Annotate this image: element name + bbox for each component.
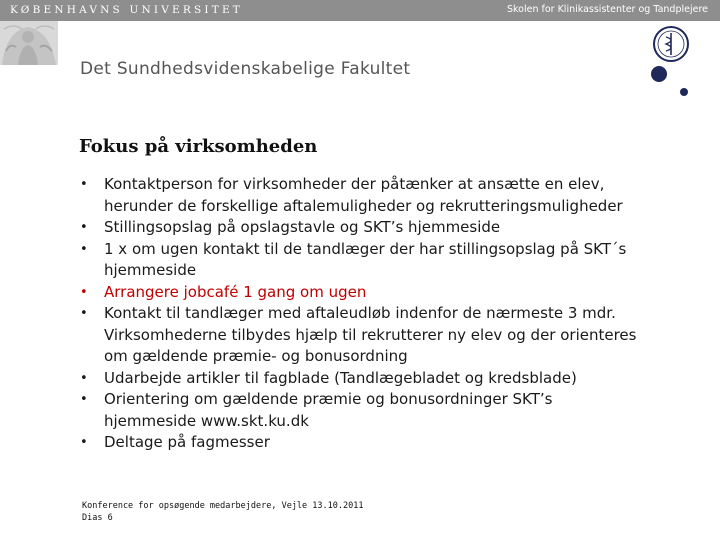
bullet-item [79,432,639,454]
bullet-text: 1 x om ugen kontakt til de tandlæger der har stillingsopslag på SKT´s hjemmeside [104,239,627,279]
bullet-text: Orientering om gældende præmie og bonusordninger SKT’s hjemmeside www.skt.ku.dk [104,390,553,430]
bullet-list [79,174,639,454]
bullet-dot: • [80,435,88,450]
faculty-seal-logo [648,26,720,102]
bullet-dot: • [80,220,88,235]
bullet-text: Stillingsopslag på opslagstavle og SKT’s hjemmeside [104,218,501,236]
bullet-item [79,174,639,217]
bullet-dot: • [80,370,88,386]
bullet-dot: • [80,177,88,192]
bullet-text: Kontakt til tandlæger med aftaleudløb indenfor de nærmeste 3 mdr. Virksomhederne tilbydes hjælp til rekrutterer ny elev og der orienteres om gældende præmie- og bonusordning [104,304,637,365]
university-relief-image [0,21,58,65]
bullet-item [79,389,639,432]
bullet-text: Udarbejde artikler til fagblade (Tandlægebladet og kredsblade) [104,368,577,387]
bullet-item-highlighted [79,282,639,304]
footer-slide-number: Dias 6 [82,513,113,523]
bullet-text: Arrangere jobcafé 1 gang om ugen [104,282,367,301]
school-name: Skolen for Klinikassistenter og Tandplejere [506,4,708,15]
bullet-text: Deltage på fagmesser [104,433,270,451]
university-name: KØBENHAVNS UNIVERSITET [10,4,244,16]
bullet-item [79,217,639,239]
bullet-text: Kontaktperson for virksomheder der påtænker at ansætte en elev, herunder de forskellige aftalemuligheder og rekrutteringsmuligheder [104,175,623,215]
bullet-dot: • [80,284,88,300]
bullet-dot: • [80,241,88,257]
slide-title: Fokus på virksomheden [79,136,318,157]
bullet-item [79,239,639,282]
slide-footer [82,500,363,524]
top-bar [0,0,720,21]
bullet-dot: • [80,392,88,407]
bullet-item [79,303,639,368]
bullet-dot: • [80,306,88,321]
footer-conference: Konference for opsøgende medarbejdere, Vejle 13.10.2011 [82,501,364,511]
faculty-name: Det Sundhedsvidenskabelige Fakultet [80,59,411,79]
bullet-item [79,368,639,390]
